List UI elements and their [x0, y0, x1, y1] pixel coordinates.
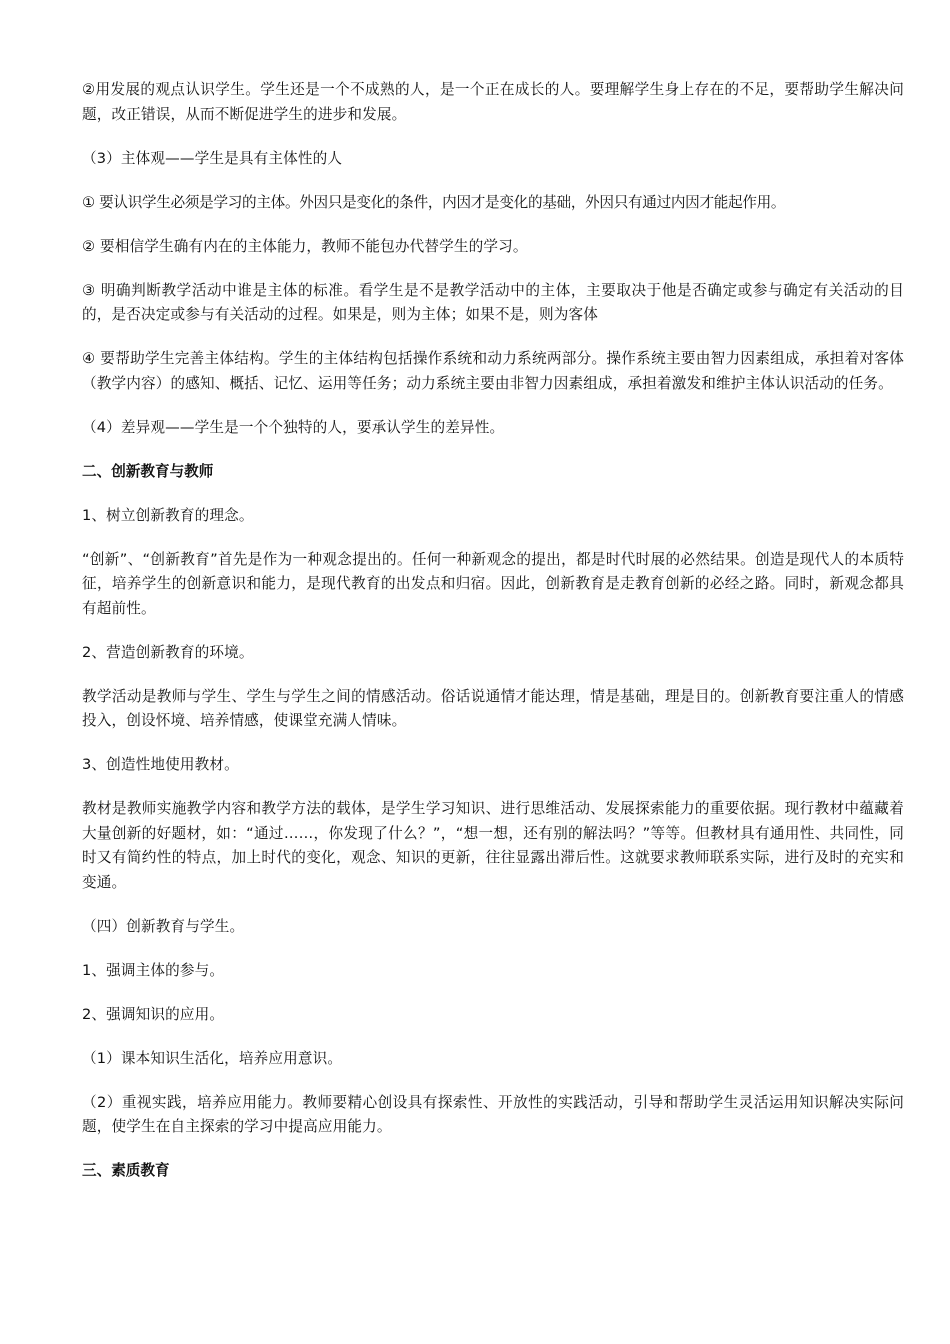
- paragraph-participation: 1、强调主体的参与。: [82, 961, 225, 979]
- paragraph-item-1-concept: 1、树立创新教育的理念。: [82, 506, 254, 524]
- section-heading-innovation-teacher: 二、创新教育与教师: [82, 462, 214, 480]
- paragraph-textbook-usage: 教材是教师实施教学内容和教学方法的载体，是学生学习知识、进行思维活动、发展探索能力的重要依据。现行教材中蕴藏着大量创新的好题材，如：“通过……，你发现了什么？”，“想一想，还有别的解法吗？”等等。但教材具有通用性、共同性，同时又有简约性的特点，加上时代的变化，观念、知识的更新，往往显露出滞后性。这就要求教师联系实际，进行及时的充实和变通。: [82, 800, 904, 891]
- document-page: [82, 78, 904, 1203]
- paragraph-practice: （2）重视实践，培养应用能力。教师要精心创设具有探索性、开放性的实践活动，引导和帮助学生灵活运用知识解决实际问题，使学生在自主探索的学习中提高应用能力。: [82, 1093, 904, 1135]
- paragraph-difference-view: （4）差异观——学生是一个个独特的人，要承认学生的差异性。: [82, 418, 505, 436]
- paragraph-subject-view-title: （3）主体观——学生是具有主体性的人: [82, 149, 343, 167]
- paragraph-item-3-textbook: 3、创造性地使用教材。: [82, 756, 239, 773]
- paragraph-innovation-concept: “创新”、“创新教育”首先是作为一种观念提出的。任何一种新观念的提出，都是时代时展的必然结果。创造是现代人的本质特征，培养学生的创新意识和能力，是现代教育的出发点和归宿。因此，创新教育是走教育创新的必经之路。同时，新观念都具有超前性。: [82, 550, 904, 617]
- paragraph-innovation-student: （四）创新教育与学生。: [82, 917, 245, 935]
- paragraph-life-knowledge: （1）课本知识生活化，培养应用意识。: [82, 1049, 343, 1067]
- paragraph-application: 2、强调知识的应用。: [82, 1005, 225, 1023]
- paragraph-develop-view: ②用发展的观点认识学生。学生还是一个不成熟的人，是一个正在成长的人。要理解学生身上存在的不足，要帮助学生解决问题，改正错误，从而不断促进学生的进步和发展。: [82, 81, 904, 123]
- section-heading-quality-education: 三、素质教育: [82, 1162, 170, 1179]
- paragraph-emotion-activity: 教学活动是教师与学生、学生与学生之间的情感活动。俗话说通情才能达理，情是基础，理是目的。创新教育要注重人的情感投入，创设怀境、培养情感，使课堂充满人情味。: [82, 687, 904, 729]
- paragraph-subject-point-2: ② 要相信学生确有内在的主体能力，教师不能包办代替学生的学习。: [82, 237, 528, 255]
- paragraph-subject-point-4: ④ 要帮助学生完善主体结构。学生的主体结构包括操作系统和动力系统两部分。操作系统主要由智力因素组成，承担着对客体（教学内容）的感知、概括、记忆、运用等任务；动力系统主要由非智力因素组成，承担着激发和维护主体认识活动的任务。: [82, 350, 904, 392]
- paragraph-subject-point-3: ③ 明确判断教学活动中谁是主体的标准。看学生是不是教学活动中的主体，主要取决于他是否确定或参与确定有关活动的目的，是否决定或参与有关活动的过程。如果是，则为主体；如果不是，则为客体: [82, 281, 904, 323]
- paragraph-item-2-environment: 2、营造创新教育的环境。: [82, 643, 254, 661]
- paragraph-subject-point-1: ① 要认识学生必须是学习的主体。外因只是变化的条件，内因才是变化的基础，外因只有通过内因才能起作用。: [82, 193, 786, 211]
